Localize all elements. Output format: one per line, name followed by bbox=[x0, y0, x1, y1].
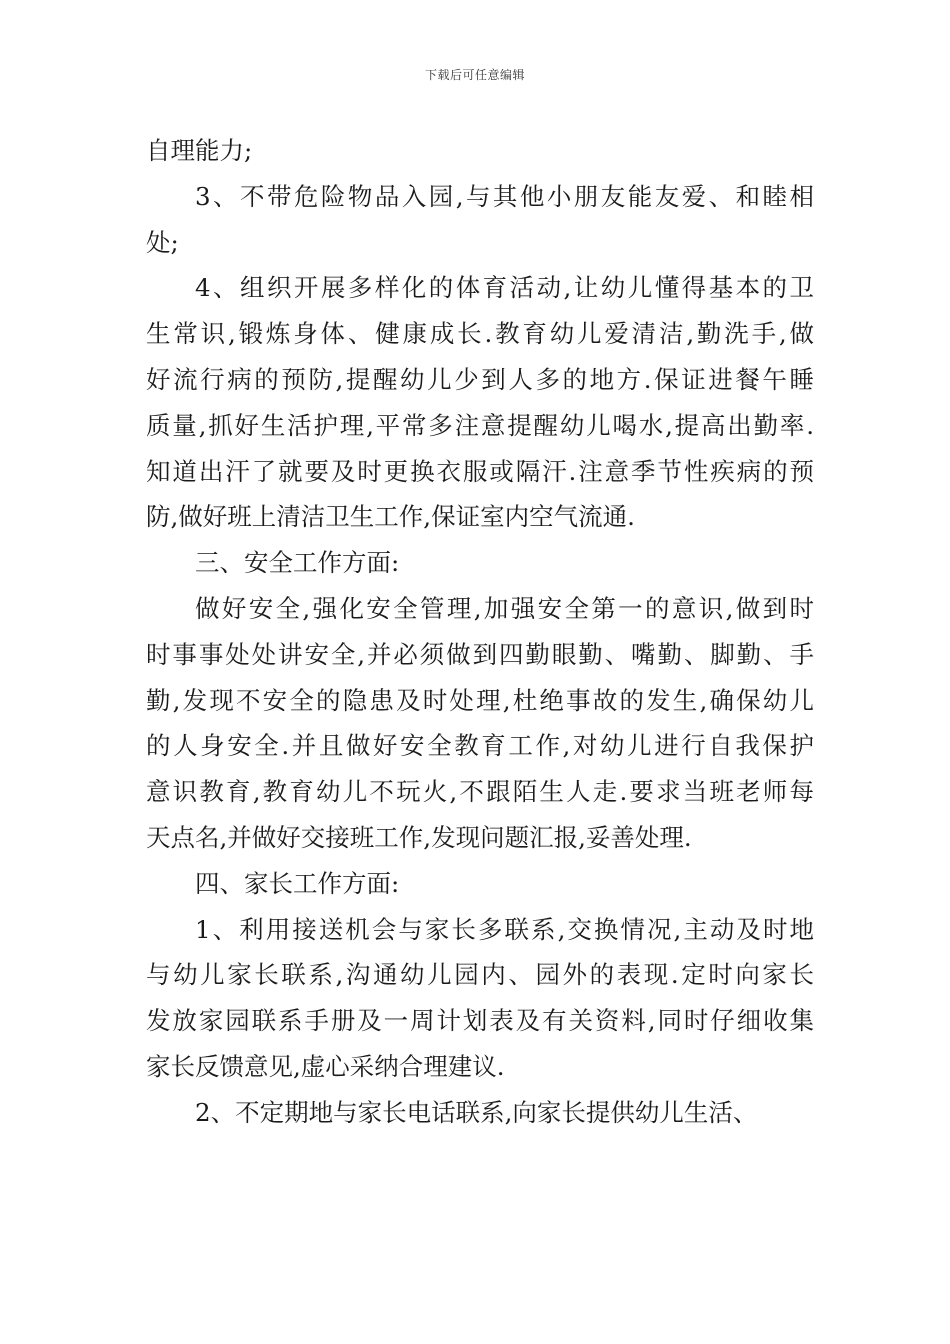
paragraph-line: 发放家园联系手册及一周计划表及有关资料,同时仔细收集 bbox=[146, 1006, 814, 1036]
paragraph-line: 防,做好班上清洁卫生工作,保证室内空气流通. bbox=[146, 502, 635, 532]
paragraph-line: 意识教育,教育幼儿不玩火,不跟陌生人走.要求当班老师每 bbox=[146, 777, 814, 807]
paragraph-line: 自理能力; bbox=[146, 136, 253, 165]
paragraph bbox=[146, 174, 814, 266]
paragraph-line: 家长反馈意见,虚心采纳合理建议. bbox=[146, 1051, 505, 1081]
paragraph-line: 知道出汗了就要及时更换衣服或隔汗.注意季节性疾病的预 bbox=[146, 456, 814, 486]
paragraph-line: 做好安全,强化安全管理,加强安全第一的意识,做到时 bbox=[195, 593, 814, 623]
paragraph bbox=[146, 586, 814, 861]
document-body bbox=[146, 128, 814, 1136]
paragraph bbox=[146, 1090, 814, 1136]
paragraph bbox=[146, 907, 814, 1090]
paragraph-line: 处; bbox=[146, 227, 179, 257]
paragraph-line: 好流行病的预防,提醒幼儿少到人多的地方.保证进餐午睡 bbox=[146, 364, 814, 394]
paragraph bbox=[146, 540, 814, 586]
paragraph bbox=[146, 128, 814, 174]
paragraph bbox=[146, 861, 814, 907]
paragraph-line: 生常识,锻炼身体、健康成长.教育幼儿爱清洁,勤洗手,做 bbox=[146, 319, 814, 349]
paragraph-line: 三、安全工作方面: bbox=[195, 548, 400, 578]
paragraph-line: 四、家长工作方面: bbox=[195, 868, 400, 898]
paragraph-line: 的人身安全.并且做好安全教育工作,对幼儿进行自我保护 bbox=[146, 731, 814, 761]
paragraph-line: 4、组织开展多样化的体育活动,让幼儿懂得基本的卫 bbox=[195, 273, 814, 303]
paragraph-line: 与幼儿家长联系,沟通幼儿园内、园外的表现.定时向家长 bbox=[146, 960, 814, 990]
paragraph-line: 1、利用接送机会与家长多联系,交换情况,主动及时地 bbox=[195, 914, 814, 944]
paragraph-line: 天点名,并做好交接班工作,发现问题汇报,妥善处理. bbox=[146, 822, 692, 852]
paragraph-line: 3、不带危险物品入园,与其他小朋友能友爱、和睦相 bbox=[195, 181, 814, 211]
paragraph bbox=[146, 265, 814, 540]
paragraph-line: 质量,抓好生活护理,平常多注意提醒幼儿喝水,提高出勤率. bbox=[146, 410, 814, 440]
paragraph-line: 时事事处处讲安全,并必须做到四勤眼勤、嘴勤、脚勤、手 bbox=[146, 639, 814, 669]
page-header: 下载后可任意编辑 bbox=[424, 68, 525, 82]
paragraph-line: 勤,发现不安全的隐患及时处理,杜绝事故的发生,确保幼儿 bbox=[146, 685, 814, 715]
paragraph-line: 2、不定期地与家长电话联系,向家长提供幼儿生活、 bbox=[195, 1097, 758, 1127]
